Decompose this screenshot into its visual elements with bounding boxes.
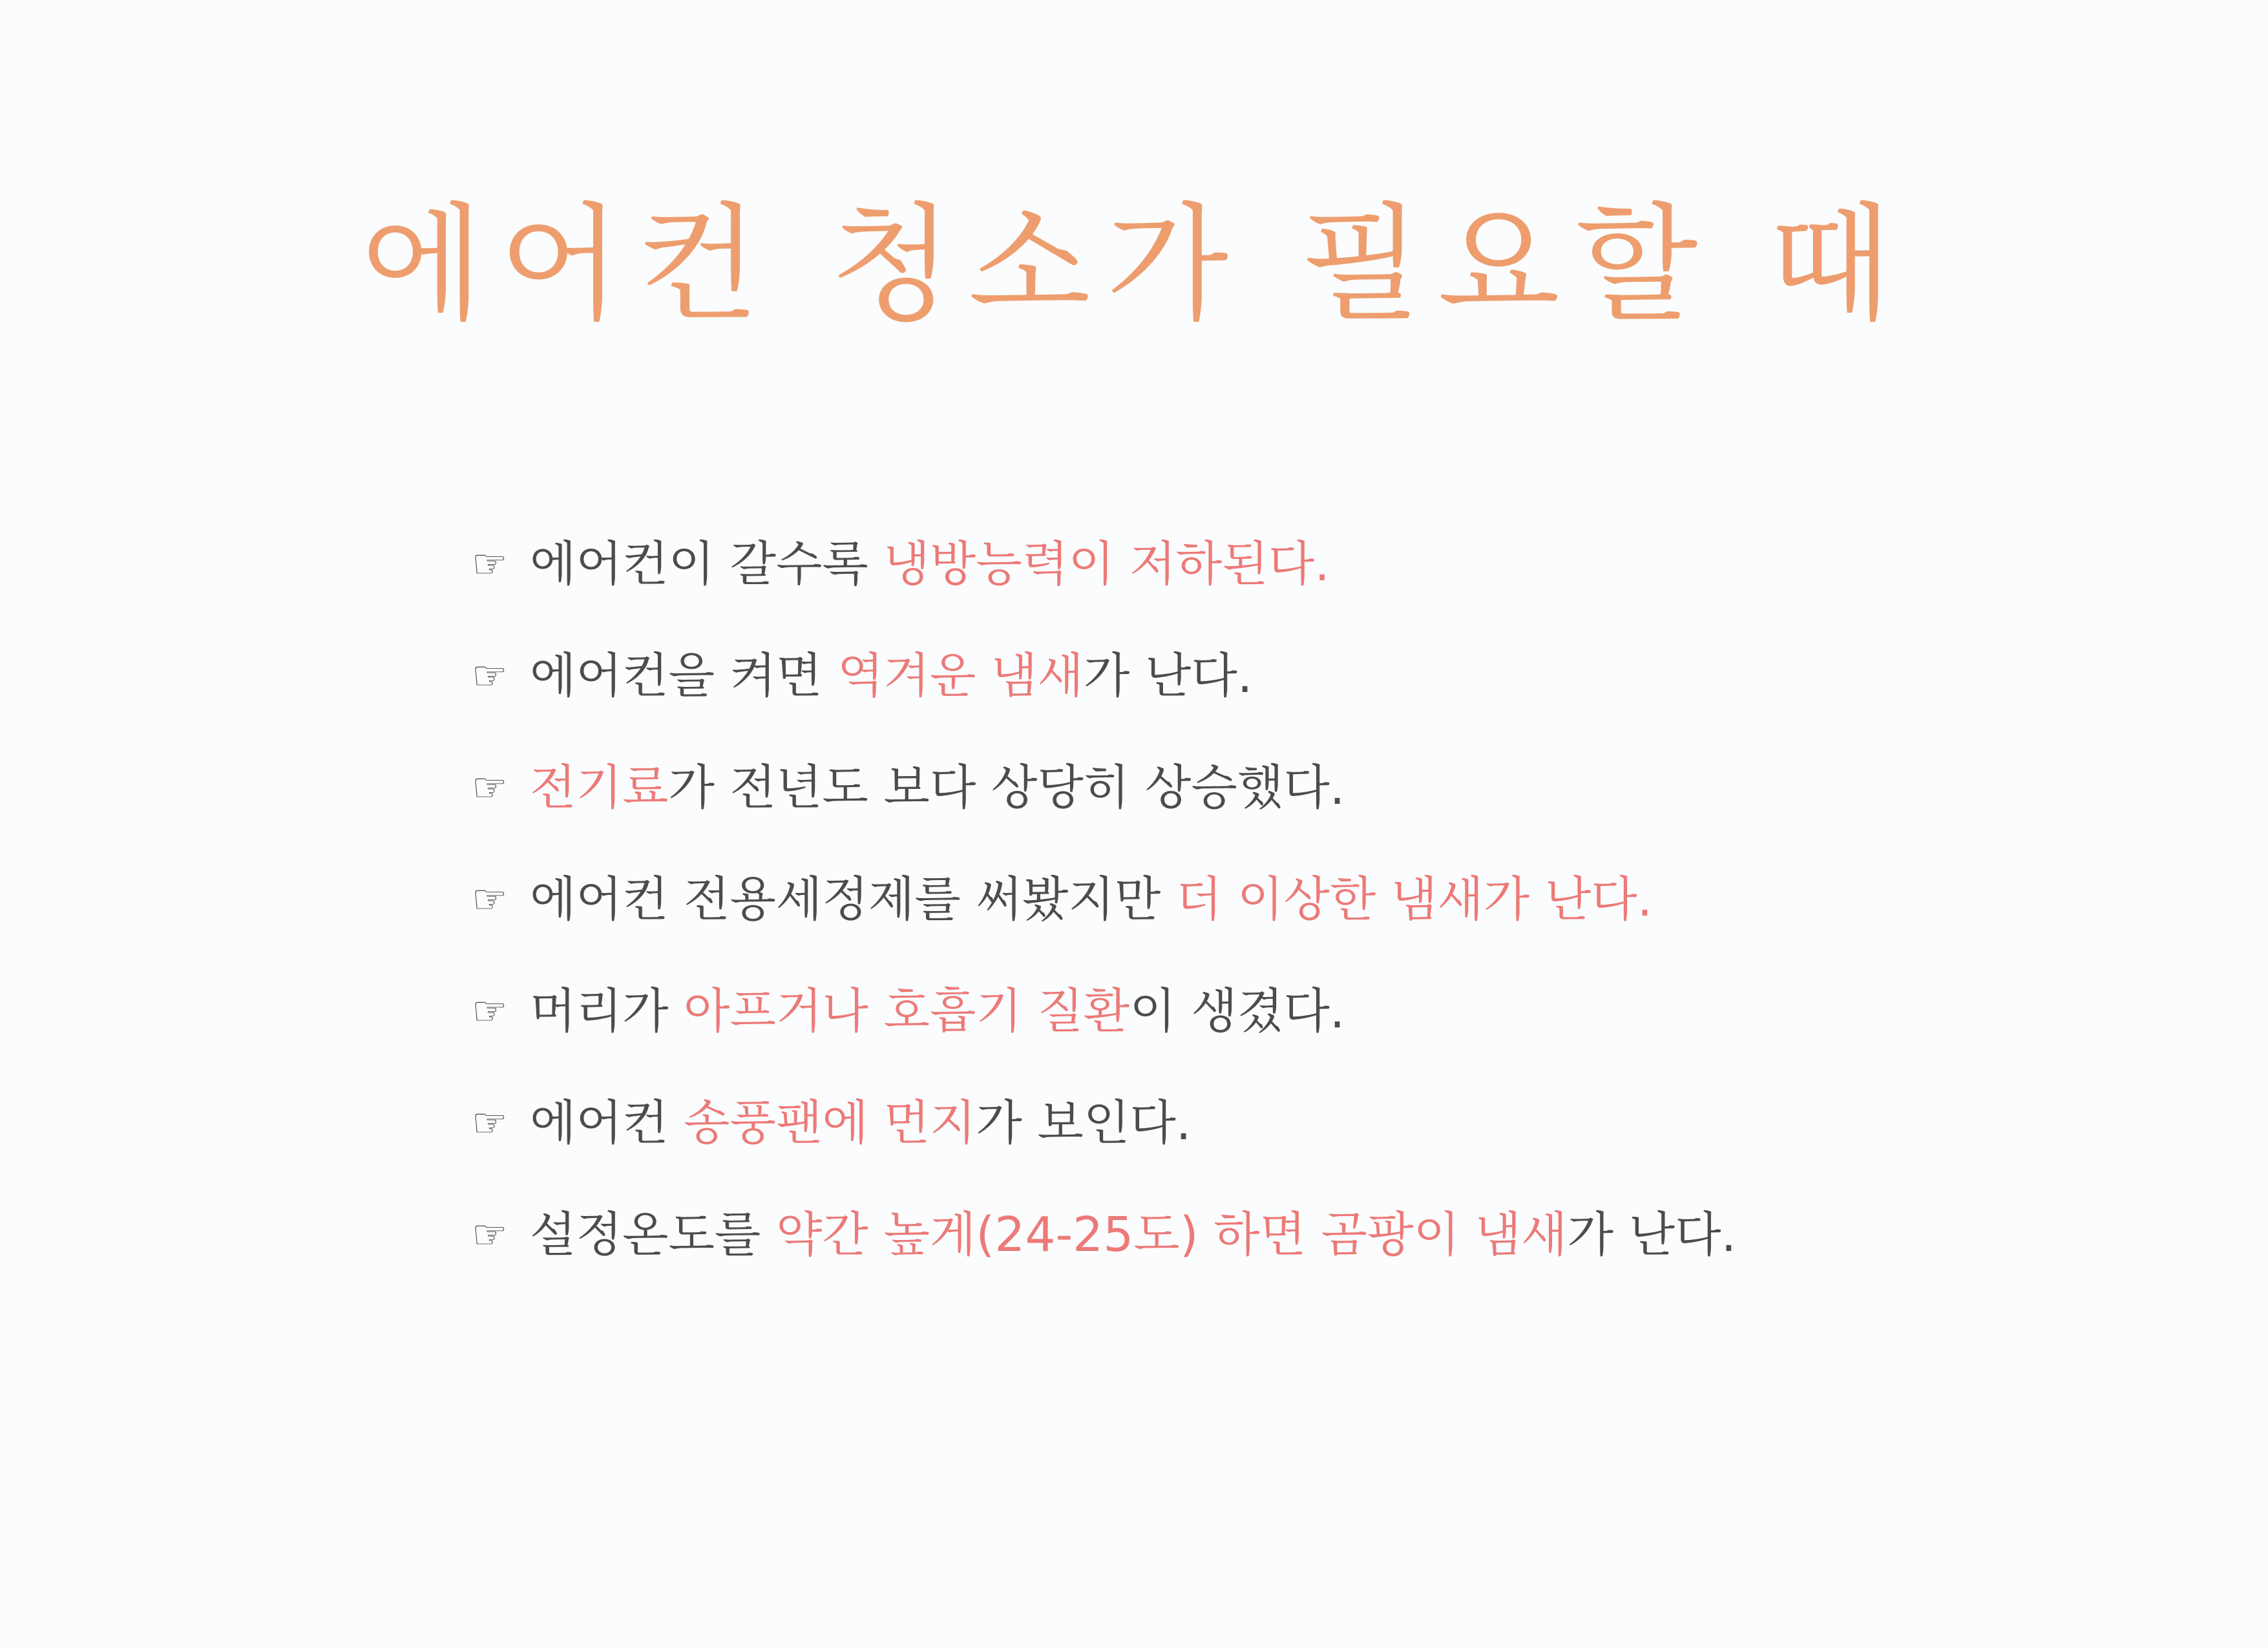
- list-item-text: [530, 526, 1330, 594]
- plain-text: 가 난다.: [1567, 1206, 1737, 1263]
- pointing-hand-icon: ☞: [472, 987, 508, 1035]
- list-item: [472, 616, 2216, 728]
- highlighted-text: 냉방능력이 저하된다.: [883, 536, 1330, 592]
- plain-text: 가 난다.: [1083, 647, 1253, 704]
- plain-text: 에어컨: [530, 1095, 684, 1151]
- list-item: [472, 504, 2216, 616]
- pointing-hand-icon: ☞: [472, 1211, 508, 1258]
- highlighted-text: 전기료: [530, 759, 669, 815]
- plain-text: 머리가: [530, 983, 684, 1039]
- list-item-text: [530, 973, 1345, 1042]
- plain-text: 설정온도를: [530, 1206, 776, 1263]
- page-title: 에어컨 청소가 필요할 때: [361, 191, 1907, 339]
- highlighted-text: 역겨운 냄새: [837, 647, 1084, 704]
- list-item: [472, 951, 2216, 1063]
- highlighted-text: 아프거나 호흡기 질환: [683, 983, 1130, 1039]
- plain-text: 에어컨이 갈수록: [530, 536, 884, 592]
- plain-text: 이 생겼다.: [1129, 983, 1345, 1039]
- pointing-hand-icon: ☞: [472, 1099, 508, 1146]
- list-item: [472, 728, 2216, 839]
- pointing-hand-icon: ☞: [472, 764, 508, 811]
- list-item-text: [530, 750, 1345, 818]
- list-item: [472, 1175, 2216, 1287]
- pointing-hand-icon: ☞: [472, 652, 508, 699]
- highlighted-text: 약간 높게(24-25도) 하면 곰팡이 냄새: [775, 1206, 1568, 1263]
- list-item-text: [530, 861, 1652, 930]
- plain-text: 가 전년도 보다 상당히 상승했다.: [668, 759, 1345, 815]
- symptom-list: [472, 504, 2216, 1287]
- list-item: [472, 1063, 2216, 1175]
- list-item-text: [530, 1197, 1736, 1265]
- list-item: [472, 839, 2216, 951]
- list-item-text: [530, 638, 1252, 706]
- plain-text: 가 보인다.: [976, 1095, 1192, 1151]
- pointing-hand-icon: ☞: [472, 876, 508, 923]
- highlighted-text: 송풍팬에 먼지: [683, 1095, 976, 1151]
- plain-text: 에어컨을 켜면: [530, 647, 837, 704]
- pointing-hand-icon: ☞: [472, 540, 508, 587]
- list-item-text: [530, 1085, 1191, 1153]
- highlighted-text: 더 이상한 냄새가 난다.: [1175, 871, 1653, 927]
- plain-text: 에어컨 전용세정제를 써봤지만: [530, 871, 1176, 927]
